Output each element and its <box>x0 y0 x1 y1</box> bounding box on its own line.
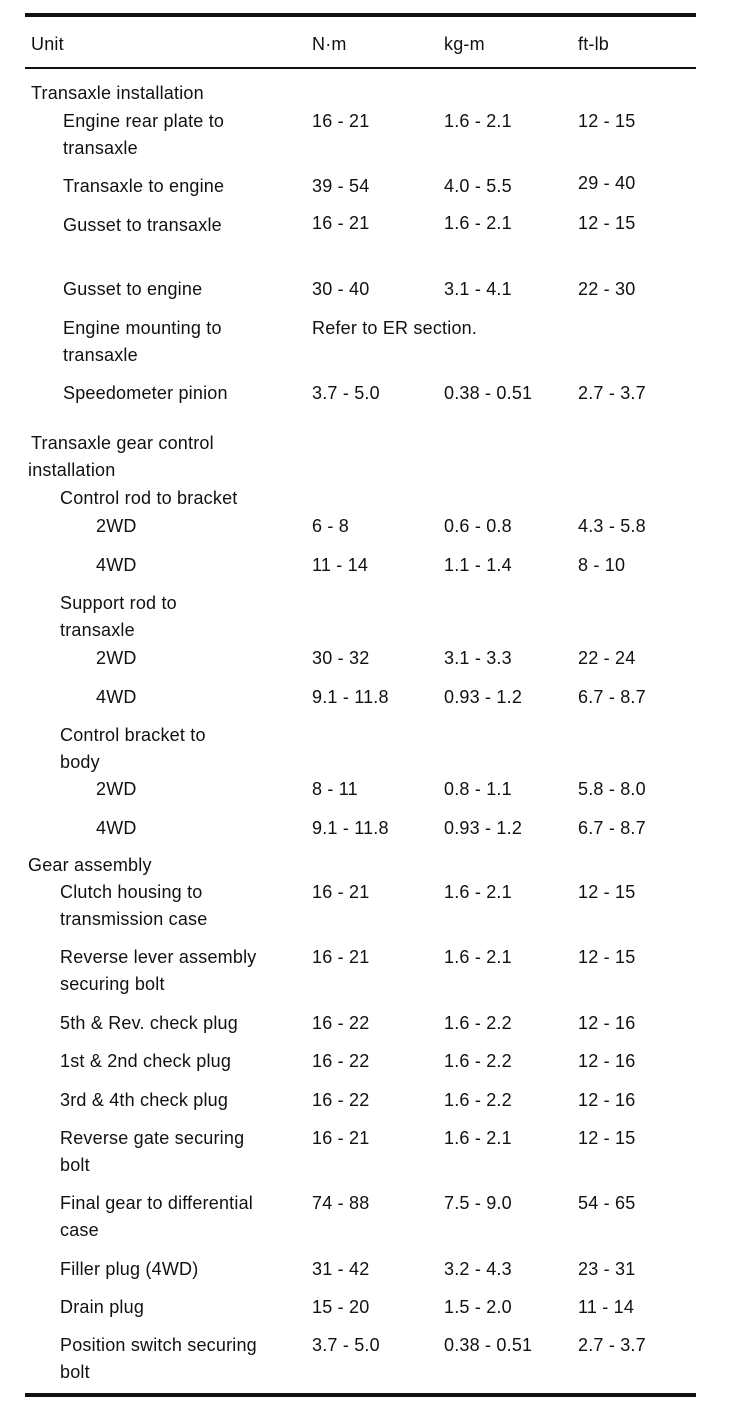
cell-nm: 16 - 21 <box>312 111 370 131</box>
cell-ftlb: 12 - 16 <box>578 1013 636 1033</box>
cell-kgm: 0.8 - 1.1 <box>444 779 512 799</box>
cell-kgm: 1.6 - 2.2 <box>444 1090 512 1110</box>
cell-nm: 16 - 22 <box>312 1013 370 1033</box>
cell-kgm: 1.5 - 2.0 <box>444 1297 512 1317</box>
row-label: Engine rear plate to <box>63 111 225 131</box>
row-label: 2WD <box>96 779 137 799</box>
cell-nm: 31 - 42 <box>312 1259 370 1279</box>
row-label: Drain plug <box>60 1297 145 1317</box>
header-rule <box>25 67 696 69</box>
cell-kgm: 1.6 - 2.1 <box>444 947 512 967</box>
row-label: Gusset to engine <box>63 279 203 299</box>
cell-nm: 6 - 8 <box>312 516 350 536</box>
cell-nm: 30 - 32 <box>312 648 370 668</box>
cell-ftlb: 6.7 - 8.7 <box>578 687 646 707</box>
cell-nm: 15 - 20 <box>312 1297 370 1317</box>
row-label: Clutch housing to <box>60 882 203 902</box>
cell-kgm: 3.1 - 4.1 <box>444 279 512 299</box>
cell-ftlb: 2.7 - 3.7 <box>578 383 646 403</box>
section-title: Transaxle installation <box>31 83 204 103</box>
section-title: Gear assembly <box>28 855 152 875</box>
cell-kgm: 3.1 - 3.3 <box>444 648 512 668</box>
cell-ftlb: 12 - 15 <box>578 947 636 967</box>
cell-ftlb: 12 - 16 <box>578 1051 636 1071</box>
cell-kgm: 1.6 - 2.1 <box>444 1128 512 1148</box>
cell-nm: 11 - 14 <box>312 555 369 575</box>
header-nm: N·m <box>312 34 347 54</box>
row-label: 2WD <box>96 648 137 668</box>
cell-ftlb: 22 - 30 <box>578 279 636 299</box>
cell-nm: 16 - 21 <box>312 213 370 233</box>
row-label: Reverse gate securing <box>60 1128 245 1148</box>
cell-kgm: 1.6 - 2.1 <box>444 111 512 131</box>
cell-ftlb: 12 - 15 <box>578 1128 636 1148</box>
cell-nm: 16 - 22 <box>312 1051 370 1071</box>
section-title: Transaxle gear control <box>31 433 214 453</box>
cell-kgm: 1.6 - 2.1 <box>444 213 512 233</box>
row-label-cont: transaxle <box>63 345 138 365</box>
group-label: Control rod to bracket <box>60 488 238 508</box>
cell-ftlb: 12 - 15 <box>578 882 636 902</box>
cell-ftlb: 22 - 24 <box>578 648 636 668</box>
cell-ftlb: 8 - 10 <box>578 555 626 575</box>
cell-nm: 3.7 - 5.0 <box>312 383 380 403</box>
cell-kgm: 1.1 - 1.4 <box>444 555 512 575</box>
table-bottom-rule <box>25 1393 696 1397</box>
row-label: 1st & 2nd check plug <box>60 1051 232 1071</box>
cell-kgm: 0.6 - 0.8 <box>444 516 512 536</box>
cell-kgm: 0.93 - 1.2 <box>444 818 523 838</box>
cell-ftlb: 23 - 31 <box>578 1259 636 1279</box>
cell-kgm: 0.38 - 0.51 <box>444 1335 533 1355</box>
group-label: Support rod to <box>60 593 177 613</box>
cell-nm: 39 - 54 <box>312 176 370 196</box>
row-label-cont: securing bolt <box>60 974 165 994</box>
row-label-cont: case <box>60 1220 99 1240</box>
row-label: 5th & Rev. check plug <box>60 1013 238 1033</box>
cell-ftlb: 12 - 15 <box>578 213 636 233</box>
row-label: Gusset to transaxle <box>63 215 222 235</box>
group-label-cont: transaxle <box>60 620 135 640</box>
cell-kgm: 7.5 - 9.0 <box>444 1193 512 1213</box>
row-label: Reverse lever assembly <box>60 947 257 967</box>
row-label: 4WD <box>96 687 137 707</box>
cell-ftlb: 11 - 14 <box>578 1297 635 1317</box>
group-label-cont: body <box>60 752 100 772</box>
cell-nm: 74 - 88 <box>312 1193 370 1213</box>
cell-nm: 3.7 - 5.0 <box>312 1335 380 1355</box>
cell-ftlb: 54 - 65 <box>578 1193 636 1213</box>
cell-kgm: 4.0 - 5.5 <box>444 176 512 196</box>
row-label: Engine mounting to <box>63 318 222 338</box>
cell-nm: 8 - 11 <box>312 779 358 799</box>
cell-nm: 9.1 - 11.8 <box>312 687 389 707</box>
row-label-cont: transaxle <box>63 138 138 158</box>
row-label: 4WD <box>96 555 137 575</box>
cell-kgm: 1.6 - 2.2 <box>444 1013 512 1033</box>
cell-kgm: 3.2 - 4.3 <box>444 1259 512 1279</box>
header-ftlb: ft-lb <box>578 34 610 54</box>
cell-ftlb: 2.7 - 3.7 <box>578 1335 646 1355</box>
table-top-rule <box>25 13 696 17</box>
cell-ftlb: 12 - 16 <box>578 1090 636 1110</box>
row-label: Transaxle to engine <box>63 176 225 196</box>
row-label-cont: bolt <box>60 1155 90 1175</box>
cell-ftlb: 12 - 15 <box>578 111 636 131</box>
row-label: Filler plug (4WD) <box>60 1259 199 1279</box>
header-kgm: kg-m <box>444 34 485 54</box>
cell-nm: 16 - 22 <box>312 1090 370 1110</box>
row-label: 2WD <box>96 516 137 536</box>
row-label-cont: bolt <box>60 1362 90 1382</box>
row-label: Speedometer pinion <box>63 383 228 403</box>
cell-kgm: 0.38 - 0.51 <box>444 383 533 403</box>
cell-ftlb: 6.7 - 8.7 <box>578 818 646 838</box>
row-label: Position switch securing <box>60 1335 257 1355</box>
cell-nm: 16 - 21 <box>312 882 370 902</box>
cell-kgm: 0.93 - 1.2 <box>444 687 523 707</box>
reference-note: Refer to ER section. <box>312 318 478 338</box>
cell-ftlb: 5.8 - 8.0 <box>578 779 646 799</box>
row-label: 3rd & 4th check plug <box>60 1090 229 1110</box>
cell-nm: 9.1 - 11.8 <box>312 818 389 838</box>
row-label: 4WD <box>96 818 137 838</box>
row-label: Final gear to differential <box>60 1193 253 1213</box>
cell-nm: 30 - 40 <box>312 279 370 299</box>
header-unit: Unit <box>31 34 64 54</box>
cell-nm: 16 - 21 <box>312 1128 370 1148</box>
section-title-cont: installation <box>28 460 116 480</box>
group-label: Control bracket to <box>60 725 206 745</box>
cell-ftlb: 4.3 - 5.8 <box>578 516 646 536</box>
cell-kgm: 1.6 - 2.1 <box>444 882 512 902</box>
cell-nm: 16 - 21 <box>312 947 370 967</box>
cell-kgm: 1.6 - 2.2 <box>444 1051 512 1071</box>
row-label-cont: transmission case <box>60 909 208 929</box>
cell-ftlb: 29 - 40 <box>578 173 636 193</box>
